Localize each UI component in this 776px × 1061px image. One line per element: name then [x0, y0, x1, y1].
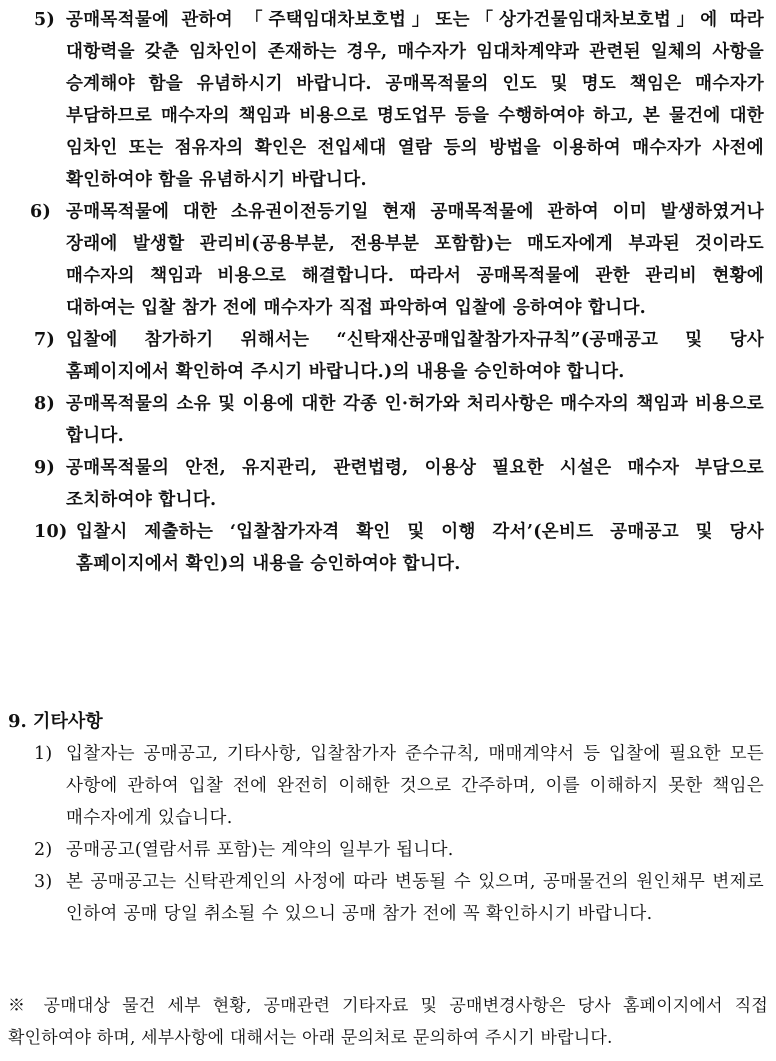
- item-number: 9): [34, 458, 56, 478]
- item-text: 입찰시 제출하는 ‘입찰참가자격 확인 및 이행 각서’(온비드 공매공고 및 당사 홈페이지에서 확인)의 내용을 승인하여야 합니다.: [76, 522, 764, 574]
- notice-item-6: [30, 196, 764, 324]
- other-item-3: [34, 866, 764, 930]
- notice-items: [0, 4, 776, 580]
- notice-item-8: [34, 388, 764, 452]
- notice-item-10: [34, 516, 764, 580]
- item-number: 3): [34, 872, 53, 892]
- section-title: 9. 기타사항: [8, 711, 103, 732]
- notice-item-9: [34, 452, 764, 516]
- item-text: 공매목적물에 대한 소유권이전등기일 현재 공매목적물에 관하여 이미 발생하였거나 장래에 발생할 관리비(공용부분, 전용부분 포함함)는 매도자에게 부과된 것이라도 매수자의 책임과 비용으로 해결합니다. 따라서 공매목적물에 관한 관리비 현황에 대하여는 입찰 참가 전에 매수자가 직접 파악하여 입찰에 응하여야 합니다.: [66, 202, 764, 318]
- item-text: 공매공고(열람서류 포함)는 계약의 일부가 됩니다.: [66, 840, 454, 860]
- item-number: 8): [34, 394, 56, 414]
- item-number: 6): [30, 202, 52, 222]
- other-matters-list: [0, 738, 776, 930]
- item-number: 1): [34, 744, 53, 764]
- item-text: 공매목적물의 안전, 유지관리, 관련법령, 이용상 필요한 시설은 매수자 부담으로 조치하여야 합니다.: [66, 458, 764, 510]
- item-number: 7): [34, 330, 56, 350]
- item-number: 2): [34, 840, 53, 860]
- item-number: 5): [34, 10, 56, 30]
- item-text: 공매목적물의 소유 및 이용에 대한 각종 인·허가와 처리사항은 매수자의 책임과 비용으로 합니다.: [66, 394, 764, 446]
- item-number: 10): [34, 522, 68, 542]
- other-item-1: [34, 738, 764, 834]
- item-text: 입찰자는 공매공고, 기타사항, 입찰참가자 준수규칙, 매매계약서 등 입찰에 필요한 모든 사항에 관하여 입찰 전에 완전히 이해한 것으로 간주하며, 이를 이해하지 못한 책임은 매수자에게 있습니다.: [66, 744, 764, 828]
- item-text: 공매목적물에 관하여 「주택임대차보호법」또는「상가건물임대차보호법」에 따라 대항력을 갖춘 임차인이 존재하는 경우, 매수자가 임대차계약과 관련된 일체의 사항을 승계해야 함을 유념하시기 바랍니다. 공매목적물의 인도 및 명도 책임은 매수자가 부담하므로 매수자의 책임과 비용으로 명도업무 등을 수행하여야 하고, 본 물건에 대한 임차인 또는 점유자의 확인은 전입세대 열람 등의 방법을 이용하여 매수자가 사전에 확인하여야 함을 유념하시기 바랍니다.: [66, 10, 764, 190]
- footer-note: ※ 공매대상 물건 세부 현황, 공매관련 기타자료 및 공매변경사항은 당사 홈페이지에서 직접 확인하여야 하며, 세부사항에 대해서는 아래 문의처로 문의하여 주시기 바랍니다.: [8, 996, 768, 1048]
- notice-item-5: [34, 4, 764, 196]
- other-item-2: [34, 834, 764, 866]
- item-text: 본 공매공고는 신탁관계인의 사정에 따라 변동될 수 있으며, 공매물건의 원인채무 변제로 인하여 공매 당일 취소될 수 있으니 공매 참가 전에 꼭 확인하시기 바랍니다.: [66, 872, 764, 924]
- item-text: 입찰에 참가하기 위해서는 “신탁재산공매입찰참가자규칙”(공매공고 및 당사 홈페이지에서 확인하여 주시기 바랍니다.)의 내용을 승인하여야 합니다.: [66, 330, 764, 382]
- notice-item-7: [34, 324, 764, 388]
